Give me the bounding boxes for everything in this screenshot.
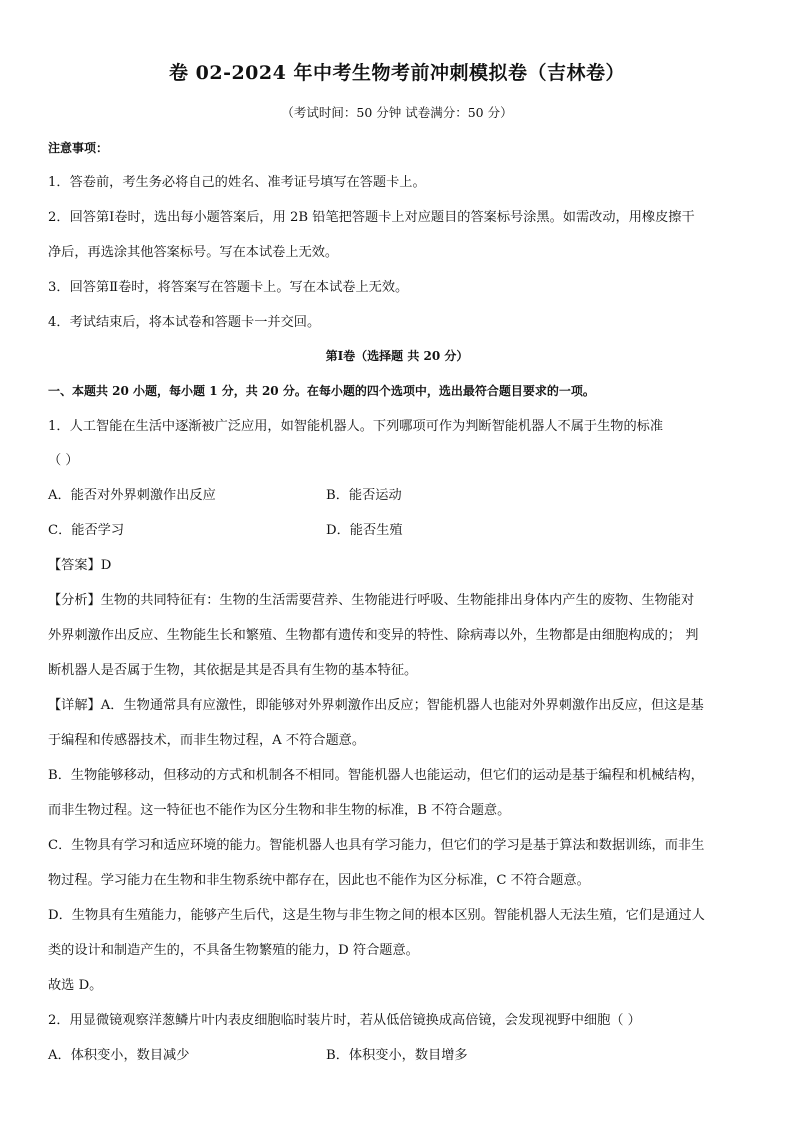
option-a: A．能否对外界刺激作出反应 — [48, 488, 216, 503]
conclusion-line: 故选 D。 — [48, 978, 103, 993]
detail-line: 【详解】A．生物通常具有应激性，即能够对外界刺激作出反应；智能机器人也能对外界刺激作出反应，但这是基 — [48, 698, 704, 713]
answer-bracket: （ ） — [48, 453, 79, 468]
detail-line: B．生物能够移动，但移动的方式和机制各不相同。智能机器人也能运动，但它们的运动是基于编程和机械结构， — [48, 768, 704, 783]
option-b: B．能否运动 — [326, 488, 402, 503]
analysis-line: 断机器人是否属于生物，其依据是其是否具有生物的基本特征。 — [48, 663, 418, 678]
detail-line: C．生物具有学习和适应环境的能力。智能机器人也具有学习能力，但它们的学习是基于算法和数据训练，而非生 — [48, 838, 705, 853]
analysis-line: 【分析】生物的共同特征有：生物的生活需要营养、生物能进行呼吸、生物能排出身体内产生的废物、生物能对 — [48, 593, 695, 608]
analysis-line: 外界刺激作出反应、生物能生长和繁殖、生物都有遗传和变异的特性、除病毒以外，生物都是由细胞构成的； 判 — [48, 628, 699, 643]
page-title: 卷 02-2024 年中考生物考前冲刺模拟卷（吉林卷） — [169, 62, 625, 84]
detail-line: 物过程。学习能力在生物和非生物系统中都存在，因此也不能作为区分标准，C 不符合题意。 — [48, 873, 590, 888]
option-a: A．体积变小，数目减少 — [48, 1048, 190, 1063]
question-stem: 1．人工智能在生活中逐渐被广泛应用，如智能机器人。下列哪项可作为判断智能机器人不属于生物的标准 — [48, 419, 664, 434]
detail-line: D．生物具有生殖能力，能够产生后代，这是生物与非生物之间的根本区别。智能机器人无法生殖，它们是通过人 — [48, 908, 705, 923]
section-heading: 第Ⅰ卷（选择题 共 20 分） — [325, 349, 469, 363]
exam-info: （考试时间：50 分钟 试卷满分：50 分） — [281, 105, 513, 120]
notice-item: 1．答卷前，考生务必将自己的姓名、准考证号填写在答题卡上。 — [48, 175, 426, 190]
detail-line: 类的设计和制造产生的，不具备生物繁殖的能力，D 符合题意。 — [48, 943, 419, 958]
option-b: B．体积变小，数目增多 — [326, 1048, 468, 1063]
question-stem: 2．用显微镜观察洋葱鳞片叶内表皮细胞临时装片时，若从低倍镜换成高倍镜，会发现视野中细胞（ ） — [48, 1013, 641, 1028]
option-c: C．能否学习 — [48, 523, 125, 538]
notice-item: 4．考试结束后，将本试卷和答题卡一并交回。 — [48, 315, 321, 330]
notice-heading: 注意事项： — [48, 141, 109, 155]
detail-line: 而非生物过程。这一特征也不能作为区分生物和非生物的标准，B 不符合题意。 — [48, 803, 511, 818]
section-instruction: 一、本题共 20 小题，每小题 1 分，共 20 分。在每小题的四个选项中，选出最符合题目要求的一项。 — [48, 384, 595, 398]
answer-line: 【答案】D — [48, 558, 112, 573]
notice-item: 净后，再选涂其他答案标号。写在本试卷上无效。 — [48, 245, 339, 260]
option-d: D．能否生殖 — [326, 523, 403, 538]
detail-line: 于编程和传感器技术，而非生物过程，A 不符合题意。 — [48, 733, 366, 748]
notice-item: 2．回答第Ⅰ卷时，选出每小题答案后，用 2B 铅笔把答题卡上对应题目的答案标号涂黑。如需改动，用橡皮擦干 — [48, 210, 695, 225]
notice-item: 3．回答第Ⅱ卷时，将答案写在答题卡上。写在本试卷上无效。 — [48, 280, 409, 295]
